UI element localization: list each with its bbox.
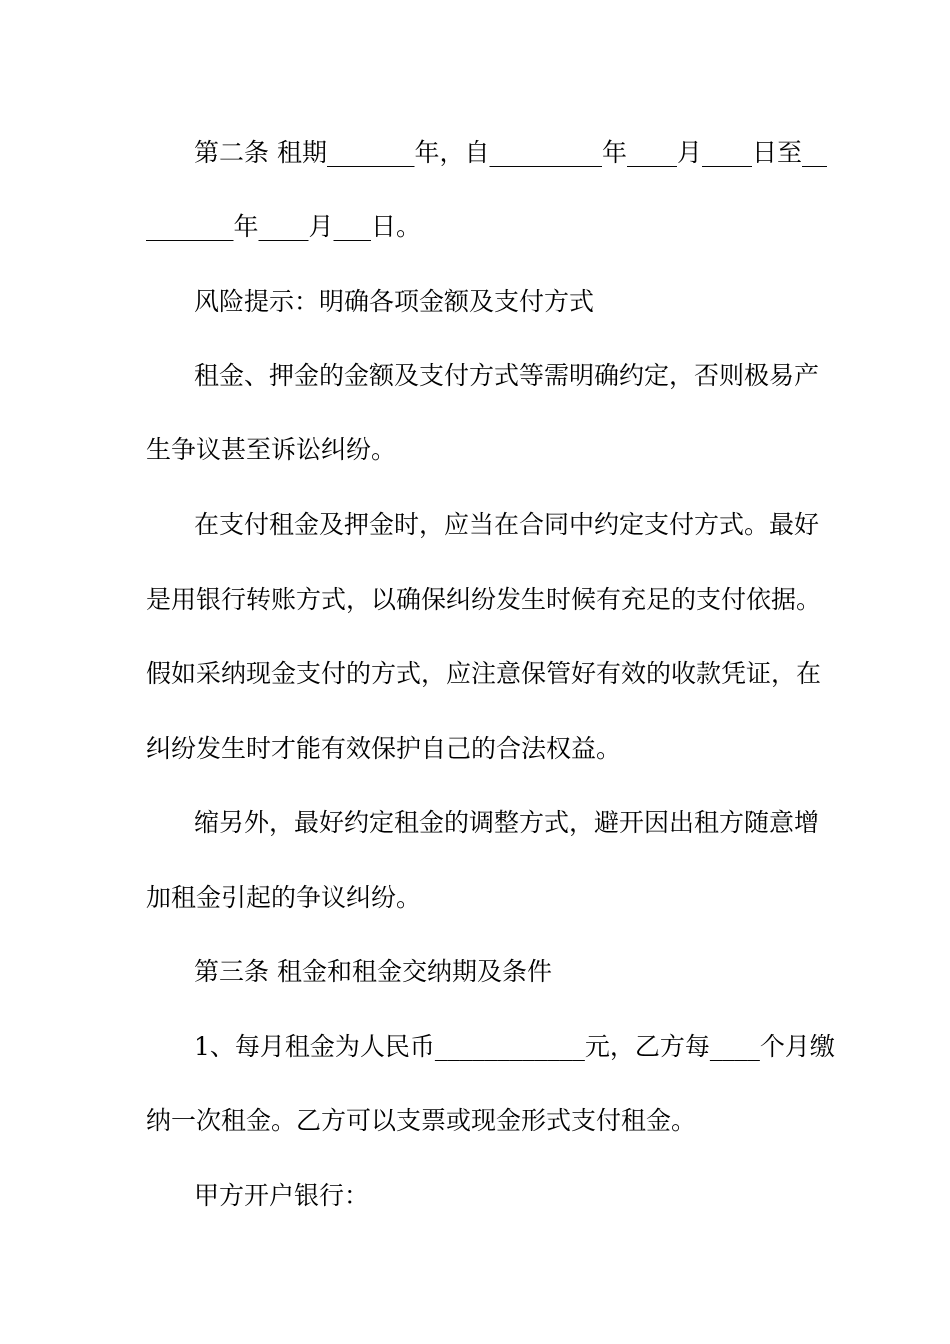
- bank-account-line: 甲方开户银行：: [194, 1181, 370, 1210]
- risk-tip-paragraph-line-1: 租金、押金的金额及支付方式等需明确约定，否则极易产: [194, 361, 820, 390]
- risk-tip-heading: 风险提示：明确各项金额及支付方式: [194, 287, 595, 316]
- payment-paragraph-line-4: 纠纷发生时才能有效保护自己的合法权益。: [146, 734, 622, 763]
- adjustment-paragraph-line-2: 加租金引起的争议纠纷。: [146, 883, 422, 912]
- article-2-line-1: 第二条 租期_______年，自_________年____月____日至__: [194, 138, 827, 167]
- payment-paragraph-line-1: 在支付租金及押金时，应当在合同中约定支付方式。最好: [194, 510, 820, 539]
- article-2-line-2: _______年____月___日。: [146, 212, 422, 241]
- risk-tip-paragraph-line-2: 生争议甚至诉讼纠纷。: [146, 435, 397, 464]
- payment-paragraph-line-3: 假如采纳现金支付的方式，应注意保管好有效的收款凭证，在: [146, 659, 822, 688]
- payment-paragraph-line-2: 是用银行转账方式，以确保纠纷发生时候有充足的支付依据。: [146, 585, 822, 614]
- article-3-heading: 第三条 租金和租金交纳期及条件: [194, 957, 552, 986]
- rent-clause-line-1: 1、每月租金为人民币____________元，乙方每____个月缴: [194, 1032, 835, 1061]
- rent-clause-line-2: 纳一次租金。乙方可以支票或现金形式支付租金。: [146, 1106, 697, 1135]
- adjustment-paragraph-line-1: 缩另外，最好约定租金的调整方式，避开因出租方随意增: [194, 808, 820, 837]
